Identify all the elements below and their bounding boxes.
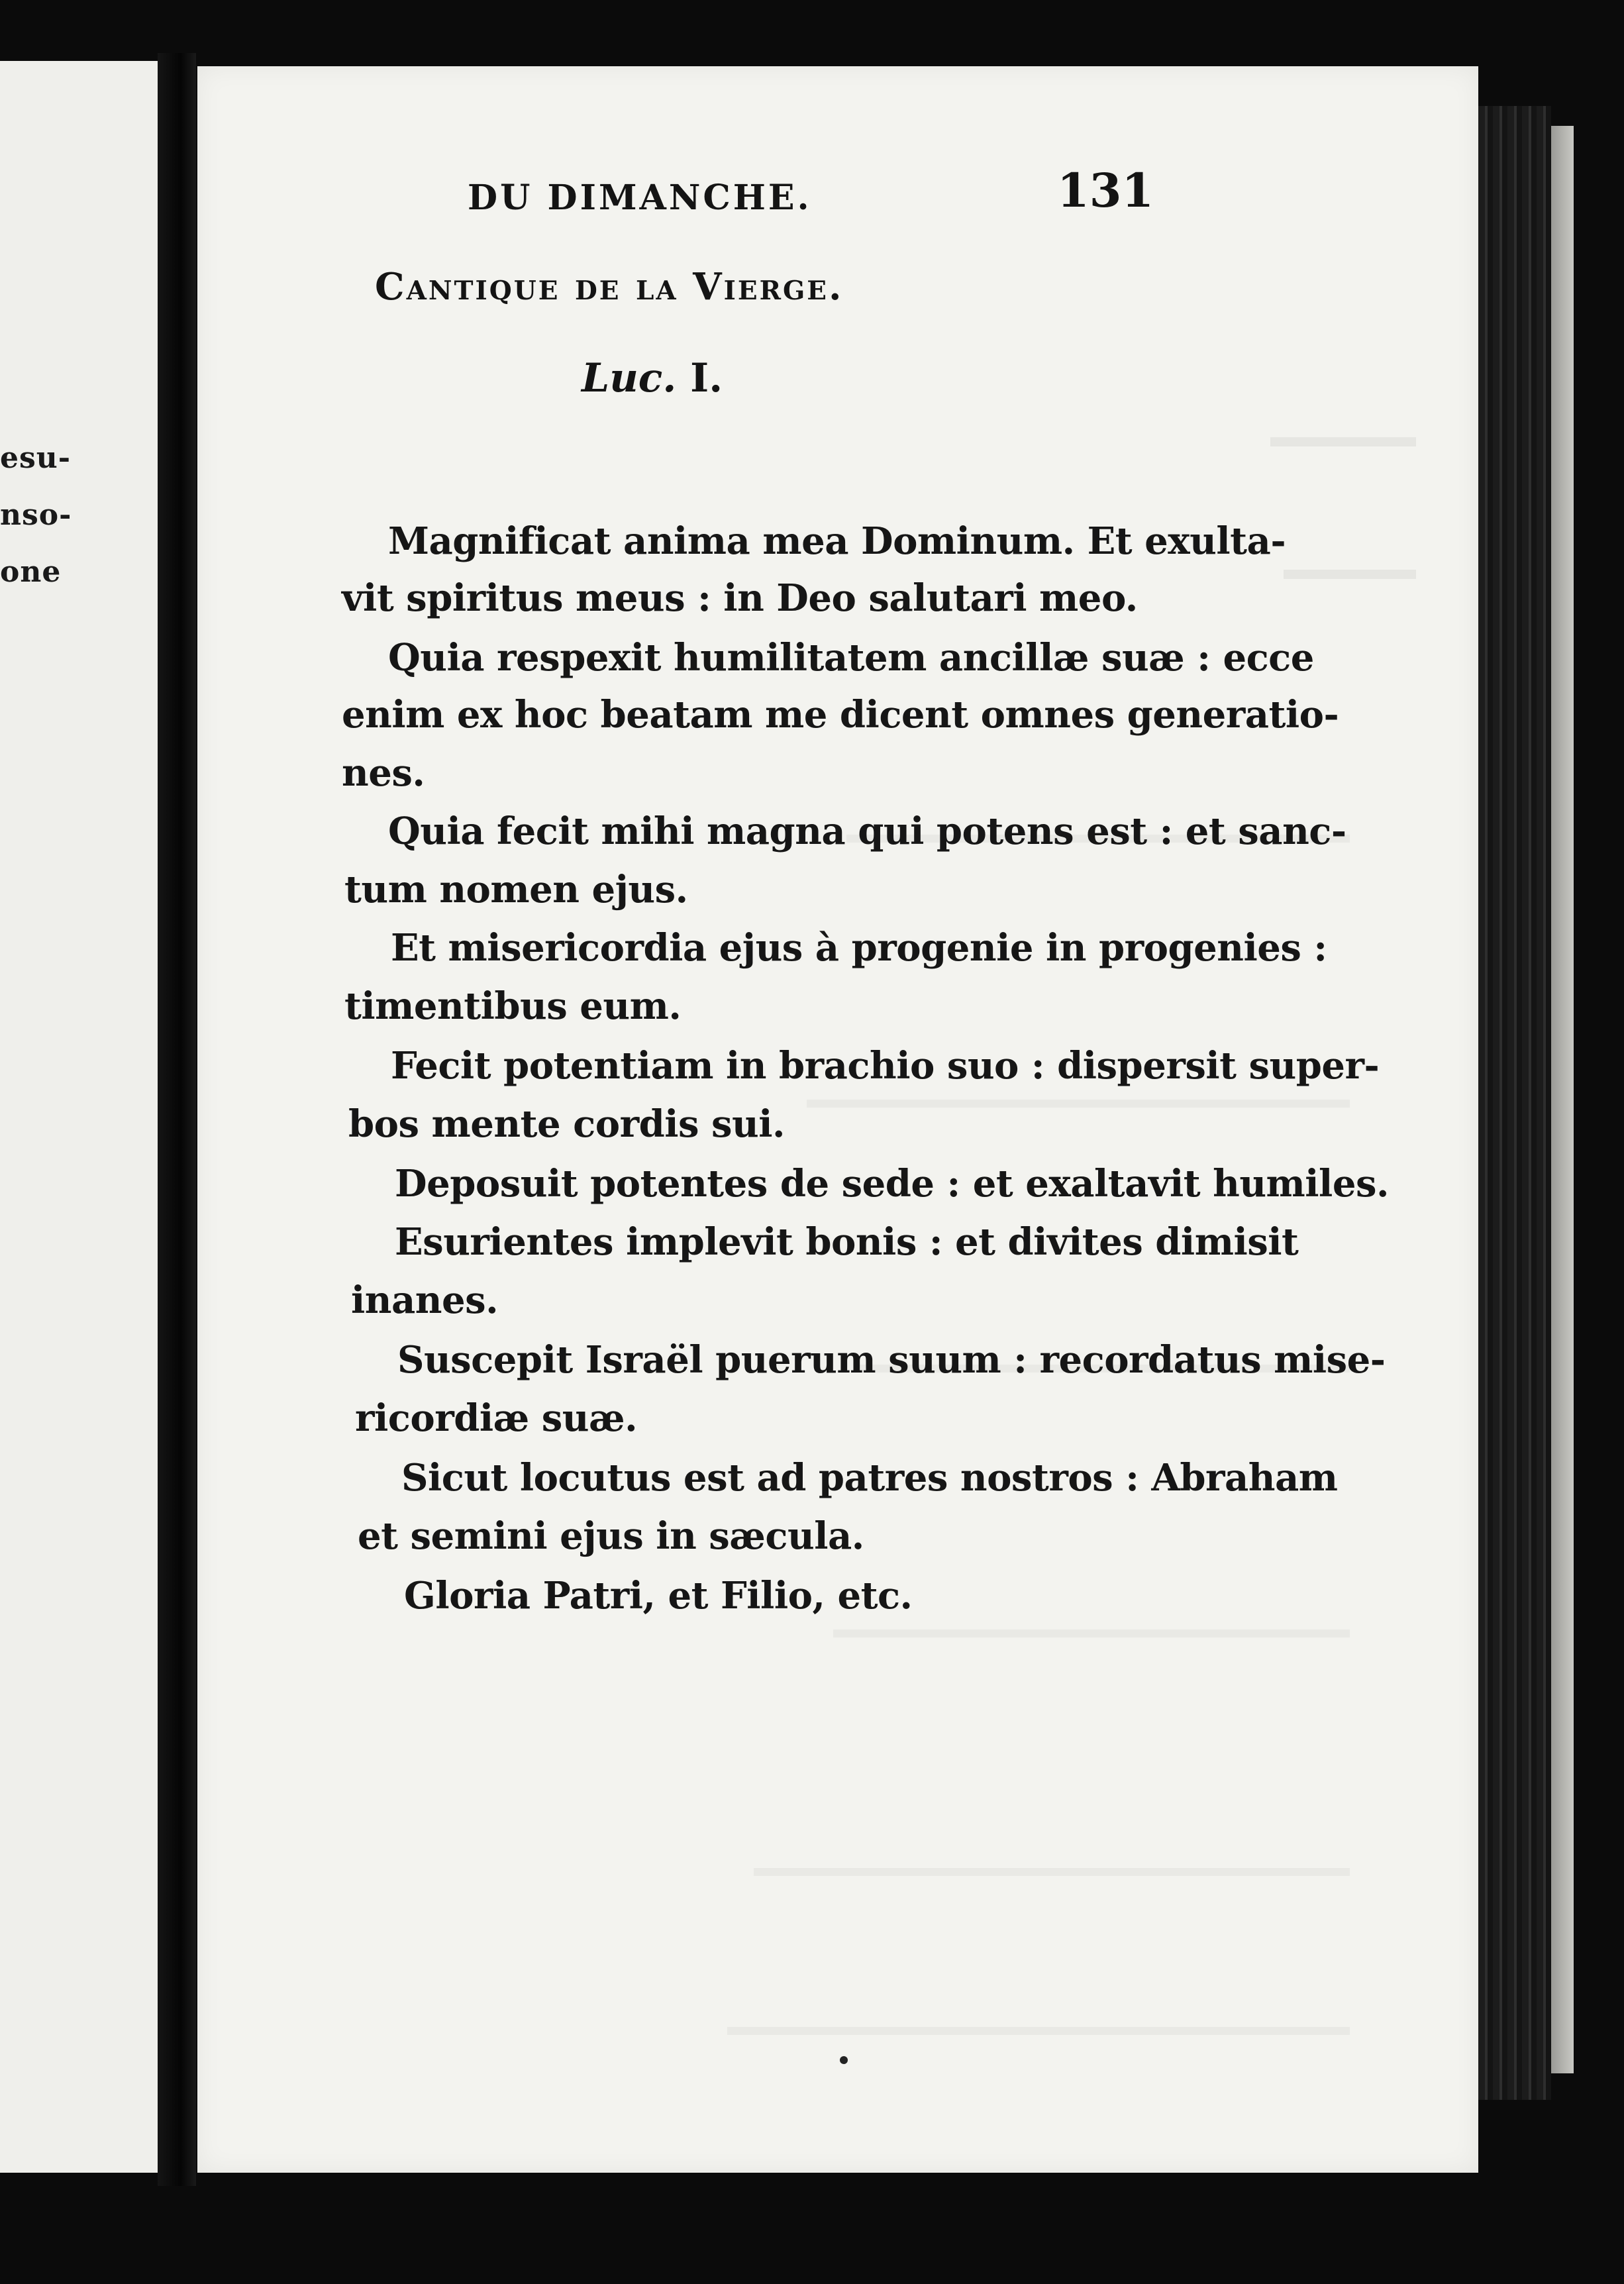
book-gutter [158, 53, 196, 2186]
text-line: Et misericordia ejus à progenie in progenies : [391, 926, 1327, 970]
reference-book: Luc. [582, 355, 677, 401]
text-line: Quia respexit humilitatem ancillæ suæ : ecce [388, 636, 1314, 680]
text-line: inanes. [351, 1278, 499, 1322]
left-facing-page [0, 61, 160, 2173]
ink-speck [840, 2056, 848, 2064]
text-line: tum nomen ejus. [344, 868, 688, 911]
reference-chapter: I. [676, 355, 723, 401]
text-line: Gloria Patri, et Filio, etc. [404, 1574, 913, 1618]
text-line: Deposuit potentes de sede : et exaltavit humiles. [395, 1162, 1389, 1206]
page-edge-highlight [1551, 126, 1574, 2073]
text-line: timentibus eum. [344, 984, 682, 1028]
left-page-fragment: esu- [0, 441, 72, 475]
text-line: nes. [342, 751, 425, 795]
text-line: et semini ejus in sæcula. [358, 1514, 864, 1558]
text-line: bos mente cordis sui. [348, 1102, 786, 1146]
text-line: Sicut locutus est ad patres nostros : Abraham [401, 1456, 1338, 1500]
text-line: Fecit potentiam in brachio suo : dispersit super- [391, 1044, 1380, 1088]
text-line: enim ex hoc beatam me dicent omnes generatio- [342, 693, 1339, 737]
scripture-reference [582, 355, 723, 401]
page-number: 131 [1057, 163, 1154, 218]
text-line: Esurientes implevit bonis : et divites dimisit [395, 1220, 1299, 1264]
section-title: Cantique de la Vierge. [375, 265, 844, 309]
left-page-fragment: nso- [0, 498, 72, 532]
text-line: vit spiritus meus : in Deo salutari meo. [342, 576, 1138, 620]
running-head: DU DIMANCHE. [468, 178, 812, 218]
left-page-fragment: one [0, 555, 62, 589]
text-line: Magnificat anima mea Dominum. Et exulta- [388, 519, 1286, 563]
text-line: Suscepit Israël puerum suum : recordatus mise- [397, 1338, 1386, 1382]
text-line: Quia fecit mihi magna qui potens est : et sanc- [388, 809, 1346, 853]
page-edge-stack [1478, 106, 1551, 2100]
text-line: ricordiæ suæ. [355, 1396, 638, 1440]
